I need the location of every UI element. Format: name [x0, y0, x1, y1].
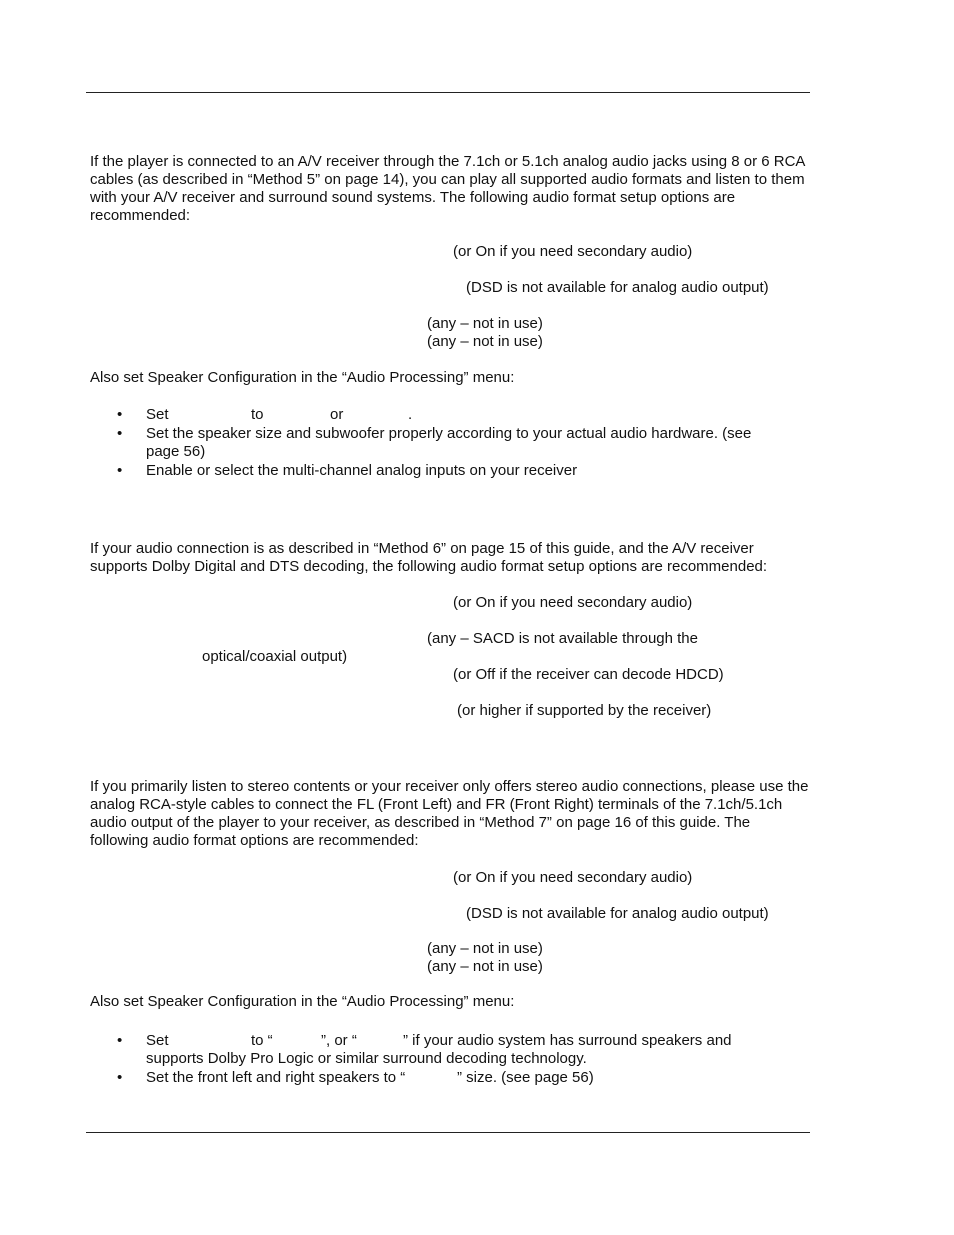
section-c-option-3-note: (any – not in use)	[427, 940, 543, 957]
footer-rule	[86, 1132, 810, 1133]
section-b-intro: If your audio connection is as described in “Method 6” on page 15 of this guide, and the A/V receiver supports Dolby Digital and DTS decoding, the following audio format setup options are recommended:	[90, 540, 768, 575]
section-b-option-4-note: (or higher if supported by the receiver)	[457, 702, 712, 719]
bullet-icon: •	[117, 406, 123, 423]
section-c-bullet-1-set: Set	[146, 1032, 169, 1049]
section-c-bullet-2-end: ” size. (see page 56)	[457, 1069, 594, 1086]
section-a-option-4-note: (any – not in use)	[427, 333, 543, 350]
section-a-bullet-1-to: to	[251, 406, 264, 423]
bullet-icon: •	[117, 1032, 123, 1049]
section-a-bullet-3: Enable or select the multi-channel analog inputs on your receiver	[146, 462, 578, 479]
section-a-option-3-note: (any – not in use)	[427, 315, 543, 332]
section-c-bullet-1-or: ”, or “	[321, 1032, 357, 1049]
section-c-speaker-config-note: Also set Speaker Configuration in the “Audio Processing” menu:	[90, 993, 515, 1010]
section-c-bullet-1-tail: ” if your audio system has surround speakers and	[403, 1032, 732, 1049]
section-b-option-2-note: (any – SACD is not available through the	[427, 630, 698, 647]
section-c-bullet-1-to: to “	[251, 1032, 273, 1049]
section-b-option-1-note: (or On if you need secondary audio)	[453, 594, 693, 611]
header-rule	[86, 92, 810, 93]
section-a-bullet-2-line-1: Set the speaker size and subwoofer properly according to your actual audio hardware. (see	[146, 425, 752, 442]
section-c-bullet-1-line-2: supports Dolby Pro Logic or similar surround decoding technology.	[146, 1050, 587, 1067]
section-a-bullet-1-end: .	[408, 406, 413, 423]
bullet-icon: •	[117, 462, 123, 479]
section-c-option-2-note: (DSD is not available for analog audio output)	[466, 905, 769, 922]
section-a-option-1-note: (or On if you need secondary audio)	[453, 243, 693, 260]
section-a-bullet-1-or: or	[330, 406, 344, 423]
section-c-bullet-2-start: Set the front left and right speakers to “	[146, 1069, 406, 1086]
section-b-option-3-note: (or Off if the receiver can decode HDCD)	[453, 666, 724, 683]
section-c-option-4-note: (any – not in use)	[427, 958, 543, 975]
section-a-bullet-2-line-2: page 56)	[146, 443, 206, 460]
section-c-option-1-note: (or On if you need secondary audio)	[453, 869, 693, 886]
bullet-icon: •	[117, 425, 123, 442]
section-a-bullet-1-set: Set	[146, 406, 169, 423]
section-b-option-2-note-cont: optical/coaxial output)	[202, 648, 348, 665]
section-a-speaker-config-note: Also set Speaker Configuration in the “Audio Processing” menu:	[90, 369, 515, 386]
section-a-option-2-note: (DSD is not available for analog audio output)	[466, 279, 769, 296]
section-c-intro: If you primarily listen to stereo contents or your receiver only offers stereo audio connections, please use the analog RCA-style cables to connect the FL (Front Left) and FR (Front Right) terminals of the 7.1ch/5.1ch audio output of the player to your receiver, as described in “Method 7” on page 16 of this guide. The following audio format options are recommended:	[90, 778, 809, 849]
section-a-intro: If the player is connected to an A/V receiver through the 7.1ch or 5.1ch analog audio jacks using 8 or 6 RCA cables (as described in “Method 5” on page 14), you can play all supported audio formats and listen to them with your A/V receiver and surround sound systems. The following audio format setup options are recommended:	[90, 153, 805, 224]
bullet-icon: •	[117, 1069, 123, 1086]
